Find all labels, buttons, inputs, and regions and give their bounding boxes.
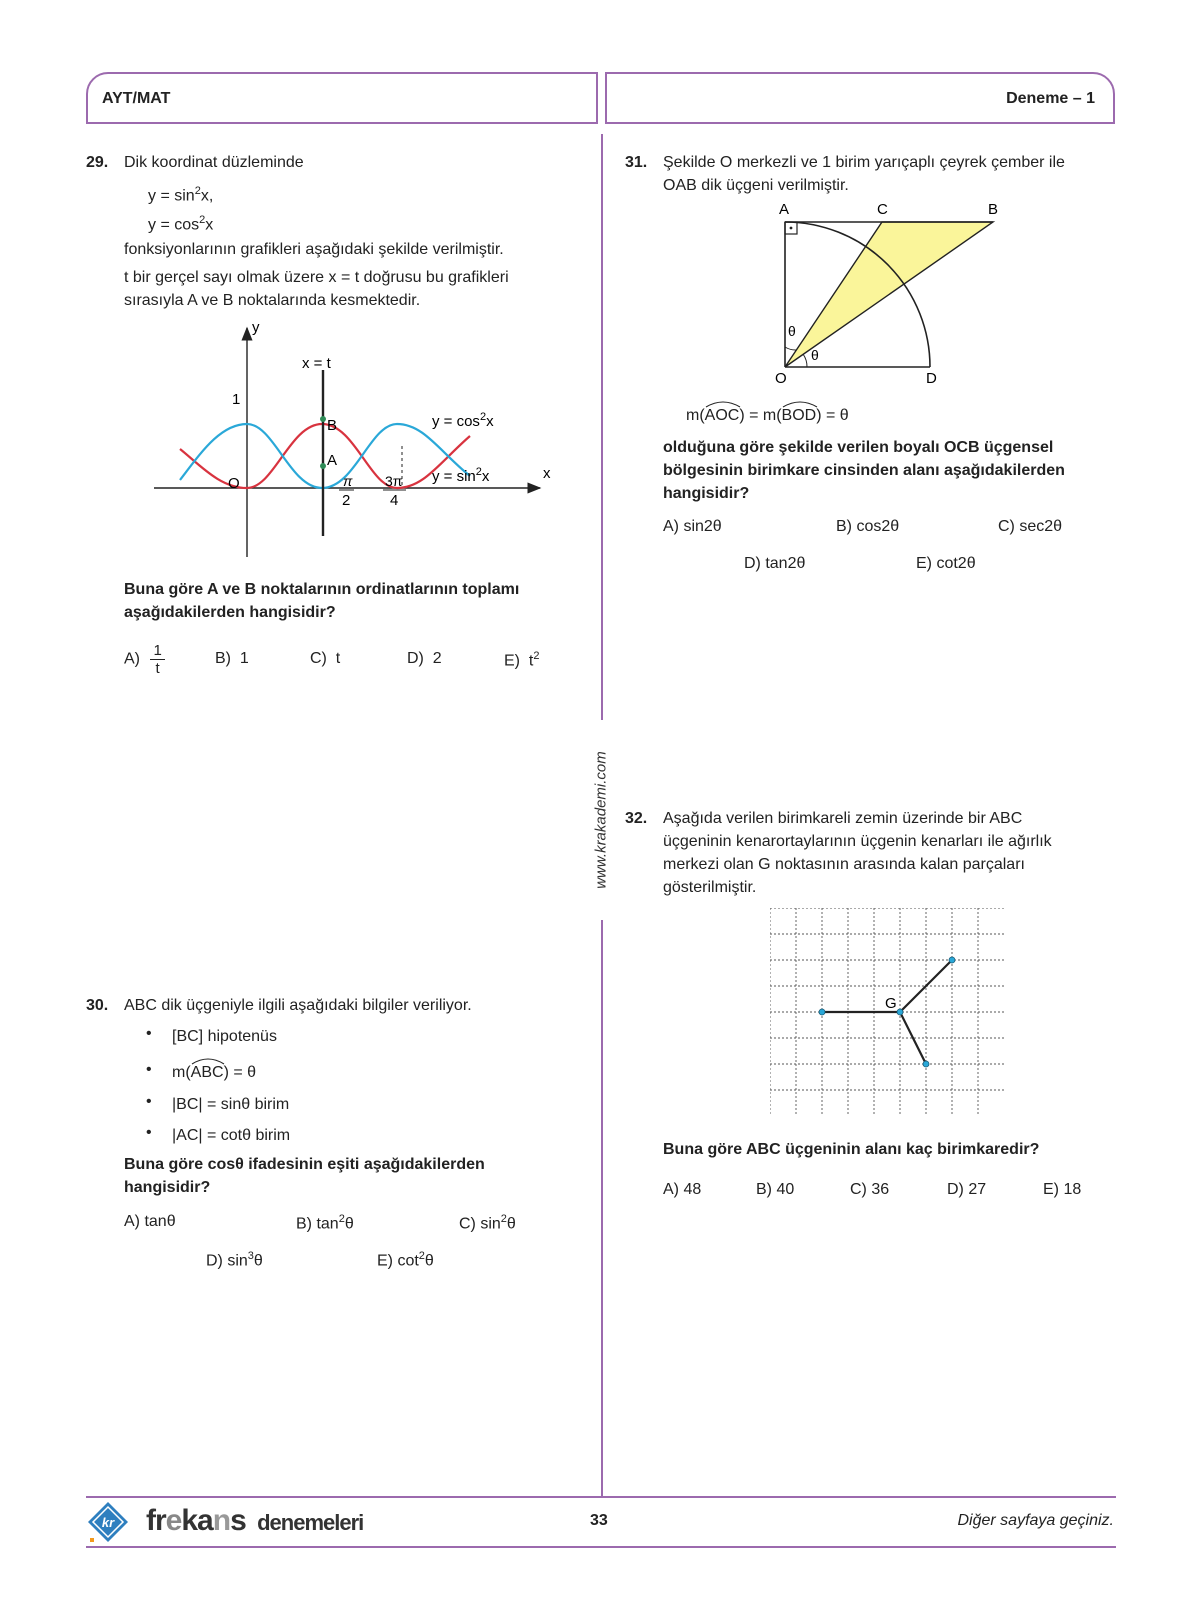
option-c[interactable]: C) sec2θ (998, 518, 1063, 535)
line-label: x = t (302, 355, 331, 372)
question-text: Şekilde O merkezli ve 1 birim yarıçaplı çeyrek çember ile (663, 154, 1065, 171)
arc-mark (782, 400, 818, 408)
x-axis-label: x (543, 465, 551, 482)
label-c: C (877, 201, 888, 218)
sin-squared-curve (180, 424, 470, 488)
cos-squared-curve (180, 424, 470, 488)
logo-icon (86, 1500, 130, 1544)
question-text: fonksiyonlarının grafikleri aşağıdaki şekilde verilmiştir. (124, 241, 504, 258)
footer-top-rule (86, 1496, 1116, 1498)
option-a[interactable]: A) 48 (663, 1181, 702, 1198)
angle-arc (785, 347, 796, 350)
question-text: t bir gerçel sayı olmak üzere x = t doğrusu bu grafikleri (124, 269, 509, 286)
option-e[interactable]: E) $\cot^2\theta$ (377, 1250, 434, 1270)
question-prompt: hangisidir? (124, 1179, 211, 1196)
question-prompt: hangisidir? (663, 485, 750, 502)
question-text: sırasıyla A ve B noktalarında kesmektedir. (124, 292, 421, 309)
point-a (320, 463, 326, 469)
option-c[interactable]: C) t (310, 650, 341, 667)
watermark-text: www.krakademi.com (592, 751, 610, 889)
option-b[interactable]: B) cos2θ (836, 518, 900, 535)
bullet-icon: • (146, 1093, 152, 1110)
option-d[interactable]: D) 27 (947, 1181, 987, 1198)
point-b-label: B (327, 417, 338, 434)
question-text: Aşağıda verilen birimkareli zemin üzerinde bir ABC (663, 810, 1023, 827)
endpoint (949, 957, 955, 963)
question-prompt: bölgesinin birimkare cinsinden alanı aşağıdakilerden (663, 462, 1065, 479)
header-right-box (605, 72, 1115, 124)
label-a: A (779, 201, 790, 218)
tick-pi-over-2-num: π (343, 473, 353, 489)
option-a[interactable]: A) sin2θ (663, 518, 722, 535)
label-o: O (775, 370, 787, 387)
page-number: 33 (590, 1512, 608, 1529)
angle-condition: m( AOC) = m( BOD) = θ (686, 404, 849, 427)
option-d[interactable]: D) tan2θ (744, 555, 806, 572)
option-c[interactable]: C) 36 (850, 1181, 890, 1198)
label-b: B (988, 201, 999, 218)
watermark (584, 720, 618, 920)
trig-graph (140, 322, 560, 562)
option-e[interactable]: E) cot2θ (916, 555, 976, 572)
quarter-circle-figure (770, 200, 1010, 390)
footer-bottom-rule (86, 1546, 1116, 1548)
option-b[interactable]: B) 1 (215, 650, 249, 667)
option-b[interactable]: B) $\tan^2\theta$ (296, 1213, 354, 1233)
option-b[interactable]: B) 40 (756, 1181, 795, 1198)
angle-arc (803, 354, 807, 367)
y-axis-label: y (252, 322, 260, 336)
option-d[interactable]: D) 2 (407, 650, 442, 667)
question-prompt: Buna göre ABC üçgeninin alanı kaç birimkaredir? (663, 1141, 1040, 1158)
option-a[interactable]: A) tanθ (124, 1213, 176, 1230)
question-text: üçgeninin kenarortaylarının üçgenin kenarları ile ağırlık (663, 833, 1052, 850)
next-page-note: Diğer sayfaya geçiniz. (957, 1512, 1114, 1529)
question-text: ABC dik üçgeniyle ilgili aşağıdaki bilgiler veriliyor. (124, 997, 472, 1014)
question-text: merkezi olan G noktasının arasında kalan parçaları (663, 856, 1025, 873)
tick-3pi-over-4-den: 4 (390, 492, 399, 509)
question-prompt: olduğuna göre şekilde verilen boyalı OCB üçgensel (663, 439, 1054, 456)
question-prompt: Buna göre A ve B noktalarının ordinatlarının toplamı (124, 581, 520, 598)
exam-title: Deneme – 1 (1006, 90, 1095, 107)
info-item: |AC| = cotθ birim (172, 1127, 291, 1144)
cos-curve-label: $y = \cos^2x$ (432, 411, 494, 430)
option-c[interactable]: C) $\sin^2\theta$ (459, 1213, 516, 1233)
centroid-label: G (885, 995, 897, 1012)
bullet-icon: • (146, 1124, 152, 1141)
option-d[interactable]: D) $\sin^3\theta$ (206, 1250, 263, 1270)
y-tick-one: 1 (232, 391, 241, 408)
brand-name: frekans denemeleri (146, 1504, 364, 1537)
angle-label-theta: θ (788, 323, 796, 339)
point-a-label: A (327, 452, 338, 469)
header-left-box (86, 72, 598, 124)
tick-3pi-over-4-num: 3π (385, 473, 403, 489)
info-item: |BC| = sinθ birim (172, 1096, 290, 1113)
function-sin: $y = \sin^2x$, (148, 185, 214, 205)
option-e[interactable]: E) $t^2$ (504, 650, 540, 670)
label-d: D (926, 370, 937, 387)
angle-label-theta: θ (811, 347, 819, 363)
origin-label: O (228, 475, 240, 492)
tick-pi-over-2-den: 2 (342, 492, 351, 509)
question-number: 30. (86, 997, 109, 1014)
arc-mark (705, 400, 741, 408)
bullet-icon: • (146, 1025, 152, 1042)
question-text: OAB dik üçgeni verilmiştir. (663, 177, 849, 194)
brand-suffix: denemeleri (257, 1510, 364, 1535)
question-text: Dik koordinat düzleminde (124, 154, 304, 171)
arc-mark (191, 1057, 225, 1065)
bullet-icon: • (146, 1061, 152, 1078)
grid-figure (770, 908, 1006, 1120)
question-prompt: aşağıdakilerden hangisidir? (124, 604, 336, 621)
function-cos: $y = \cos^2x$ (148, 214, 214, 234)
option-a[interactable]: A) $\frac{1}{t}$ (124, 642, 165, 677)
centroid-point (897, 1009, 903, 1015)
question-number: 32. (625, 810, 648, 827)
logo-text: kr (101, 1515, 115, 1530)
endpoint (819, 1009, 825, 1015)
exam-subject: AYT/MAT (102, 90, 171, 107)
sin-curve-label: $y = \sin^2x$ (432, 466, 490, 485)
option-e[interactable]: E) 18 (1043, 1181, 1082, 1198)
right-angle-dot (790, 227, 793, 230)
info-item: [BC] hipotenüs (172, 1028, 277, 1045)
point-b (320, 416, 326, 422)
question-text: gösterilmiştir. (663, 879, 757, 896)
question-number: 29. (86, 154, 109, 171)
question-prompt: Buna göre cosθ ifadesinin eşiti aşağıdakilerden (124, 1156, 485, 1173)
info-item: m( ABC) = θ (172, 1061, 256, 1084)
shaded-triangle-ocb (785, 222, 993, 367)
publisher-logo (86, 1500, 130, 1544)
endpoint (923, 1061, 929, 1067)
question-number: 31. (625, 154, 648, 171)
